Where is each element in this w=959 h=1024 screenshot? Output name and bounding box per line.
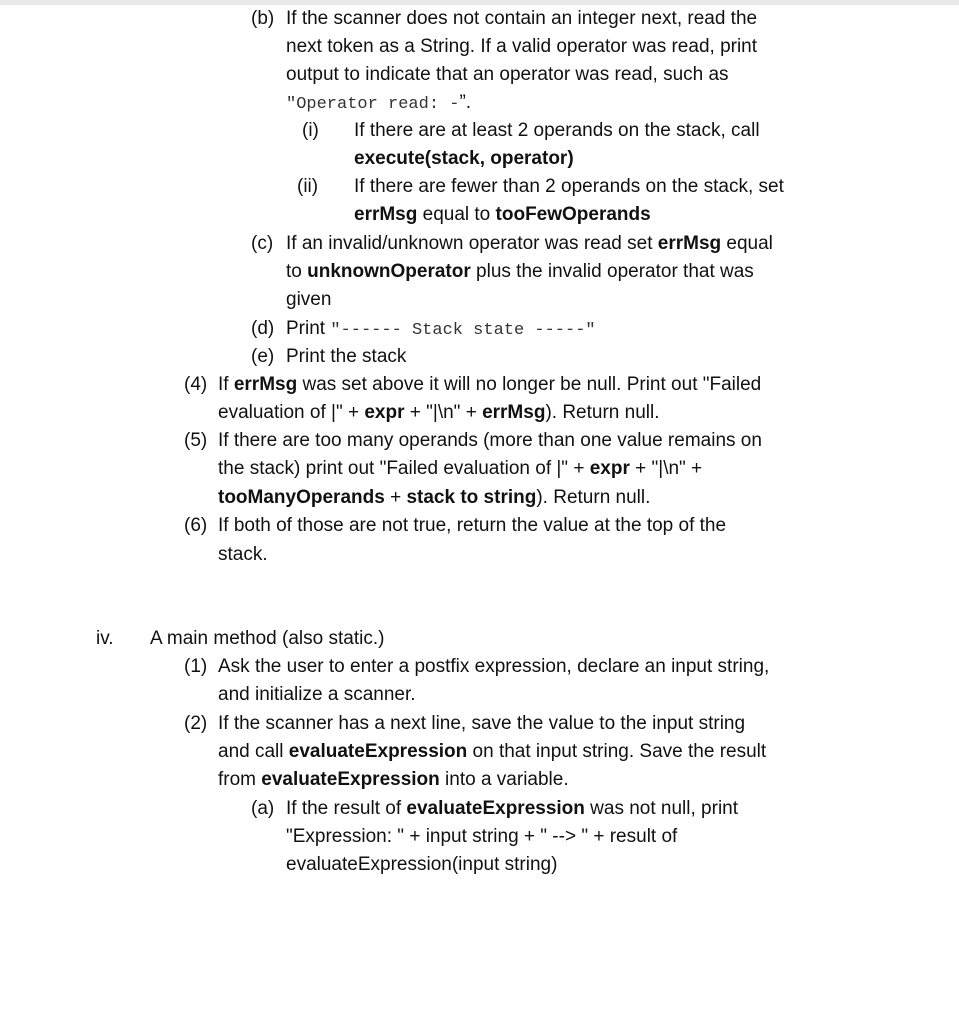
section-iv-label: iv. [96,628,114,649]
toomanyoperands-term: tooManyOperands [218,487,385,508]
evaluateexpression-term: evaluateExpression [288,741,468,762]
step-4-text-2 [218,399,659,427]
main-step-2-text-3a: from [218,769,262,790]
step-4-text-1 [218,371,761,399]
main-step-2-line-1 [0,710,959,738]
errmsg-term: errMsg [233,374,298,395]
step-5-text-3 [218,484,650,512]
section-iv-text: A main method (also static.) [150,628,385,649]
step-5-label: (5) [184,430,208,451]
errmsg-term: errMsg [354,204,418,225]
item-b-ii-text-1: If there are fewer than 2 operands on the stack, set [354,176,784,197]
item-b-line-2 [0,33,959,61]
unknownoperator-term: unknownOperator [307,261,471,282]
main-step-2a-line-2 [0,823,959,851]
main-step-2a-text-3: evaluateExpression(input string) [286,854,558,875]
step-5-line-3 [0,484,959,512]
step-5-line-2 [0,455,959,483]
item-c-text-2c: plus the invalid operator that was [470,261,754,282]
item-c-label: (c) [251,233,274,254]
stack-state-code: "------ Stack state -----" [330,321,596,340]
evaluateexpression-term: evaluateExpression [406,798,585,819]
step-4-label: (4) [184,374,208,395]
stack-to-string-term: stack to string [406,487,537,508]
step-4-line-1 [0,371,959,399]
item-b-text-3: output to indicate that an operator was read, such as [286,64,729,85]
item-b-line-1 [0,5,959,33]
item-b-ii-line-2 [0,201,959,229]
item-b-text-2: next token as a String. If a valid operator was read, print [286,36,758,57]
main-step-1-line-1 [0,653,959,681]
item-b-ii-label: (ii) [297,176,319,197]
main-step-2a-line-1 [0,795,959,823]
item-c-text-1c: equal [721,233,773,254]
main-step-2-label: (2) [184,713,208,734]
item-b-i-text-1: If there are at least 2 operands on the stack, call [354,120,760,141]
step-6-text-1: If both of those are not true, return the value at the top of the [218,515,727,536]
main-step-2a-label: (a) [251,798,275,819]
step-4-text-2c: + "|\n" + [404,402,483,423]
item-c-line-1 [0,230,959,258]
main-step-1-text-2: and initialize a scanner. [218,684,416,705]
item-d-label: (d) [251,318,275,339]
item-b-i-label: (i) [302,120,319,141]
item-c-text-1 [286,230,773,258]
main-step-2-text-1: If the scanner has a next line, save the value to the input string [218,713,746,734]
expr-term: expr [364,402,405,423]
section-iv-line [0,625,959,653]
item-d-text [286,315,596,345]
main-step-2a-text-1 [286,795,738,823]
main-step-1-line-2 [0,681,959,709]
execute-call-text: execute(stack, operator) [354,148,574,169]
main-step-2a-line-3 [0,851,959,879]
step-6-line-1 [0,512,959,540]
step-4-text-2e: ). Return null. [545,402,660,423]
item-d-line [0,315,959,343]
main-step-2-text-2c: on that input string. Save the result [467,741,767,762]
item-e-line [0,343,959,371]
main-step-1-label: (1) [184,656,208,677]
item-c-line-2 [0,258,959,286]
item-b-i-line-2 [0,145,959,173]
main-step-1-text-1: Ask the user to enter a postfix expression, declare an input string, [218,656,770,677]
errmsg-term: errMsg [482,402,546,423]
operator-read-code: "Operator read: - [286,95,460,114]
expr-term: expr [589,458,630,479]
main-step-2-text-3c: into a variable. [439,769,569,790]
item-c-text-3: given [286,289,332,310]
main-step-2-line-2 [0,738,959,766]
step-6-line-2 [0,541,959,569]
item-b-text-1: If the scanner does not contain an integer next, read the [286,8,758,29]
errmsg-term: errMsg [657,233,722,254]
item-b-line-3 [0,61,959,89]
step-5-text-2c: + "|\n" + [629,458,703,479]
step-6-text-2: stack. [218,544,268,565]
item-d-print: Print [286,318,331,339]
item-b-line-4 [0,89,959,117]
item-c-text-2a: to [286,261,308,282]
main-step-2-line-3 [0,766,959,794]
item-e-text: Print the stack [286,346,407,367]
step-6-label: (6) [184,515,208,536]
step-4-text-1c: was set above it will no longer be null. Print out "Failed [297,374,762,395]
operator-read-code-end: ”. [459,92,472,113]
step-4-text-1a: If [218,374,234,395]
main-step-2a-text-1c: was not null, print [584,798,739,819]
step-5-text-3d: ). Return null. [536,487,651,508]
evaluateexpression-term: evaluateExpression [261,769,440,790]
step-4-text-2a: evaluation of |" + [218,402,365,423]
step-4-line-2 [0,399,959,427]
equal-to-text: equal to [417,204,496,225]
item-b-ii-text-2 [354,201,651,229]
toofewoperands-term: tooFewOperands [495,204,651,225]
item-c-text-1a: If an invalid/unknown operator was read set [286,233,658,254]
step-5-line-1 [0,427,959,455]
step-5-text-2 [218,455,702,483]
item-b-code-line [286,89,471,119]
main-step-2-text-3 [218,766,569,794]
item-c-text-2 [286,258,754,286]
item-c-line-3 [0,286,959,314]
item-e-label: (e) [251,346,275,367]
main-step-2a-text-2: "Expression: " + input string + " --> " + result of [286,826,678,847]
item-b-ii-line-1 [0,173,959,201]
step-5-text-2a: the stack) print out "Failed evaluation of |" + [218,458,590,479]
step-5-text-1: If there are too many operands (more than one value remains on [218,430,762,451]
main-step-2a-text-1a: If the result of [286,798,407,819]
item-b-i-line-1 [0,117,959,145]
main-step-2-text-2 [218,738,766,766]
item-b-label: (b) [251,8,275,29]
main-step-2-text-2a: and call [218,741,289,762]
step-5-plus: + [384,487,407,508]
